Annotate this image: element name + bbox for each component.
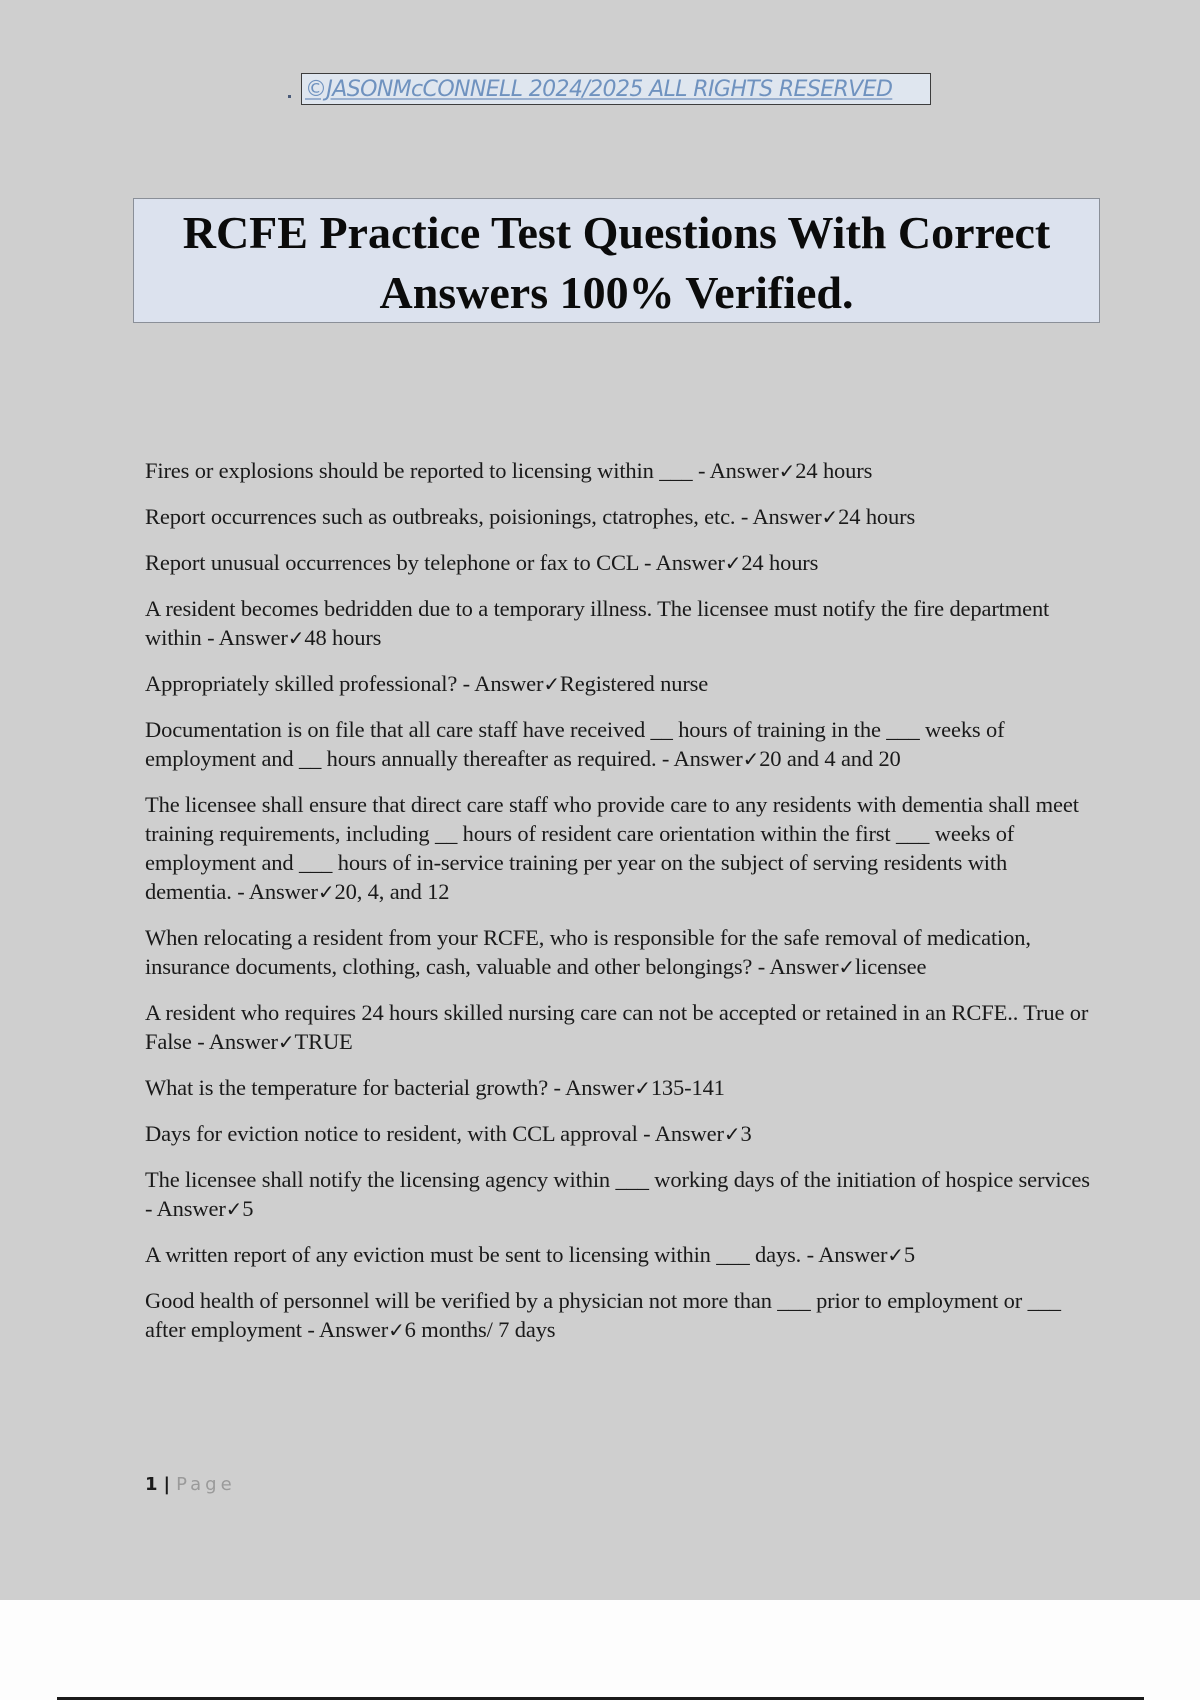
question-text: The licensee shall notify the licensing agency within ___ working days of the initiation of hospice services -: [145, 1167, 1090, 1221]
check-icon: ✓: [778, 459, 796, 483]
answer-text: 5: [903, 1242, 916, 1267]
answer-label: Answer: [818, 1242, 888, 1267]
question-text: What is the temperature for bacterial growth? -: [145, 1075, 566, 1100]
page-footer: [145, 1474, 236, 1495]
answer-text: 24 hours: [838, 504, 916, 529]
check-icon: ✓: [317, 880, 335, 904]
answer-text: 6 months/ 7 days: [404, 1317, 556, 1342]
check-icon: ✓: [543, 672, 560, 696]
answer-text: licensee: [855, 954, 927, 979]
answer-text: TRUE: [294, 1029, 353, 1054]
answer-label: Answer: [318, 1317, 389, 1342]
qa-list: [145, 456, 1095, 1361]
answer-label: Answer: [474, 671, 544, 696]
question-text: The licensee shall ensure that direct care staff who provide care to any residents with dementia shall meet training requirements, including __ hours of resident care orientation within the first ___ weeks of employment and ___ hours of in-service training per year on the subject of serving residents with dementia. -: [145, 792, 1079, 904]
qa-item: [145, 790, 1095, 907]
answer-text: 3: [740, 1121, 752, 1146]
answer-label: Answer: [769, 954, 839, 979]
copyright-header: [288, 73, 931, 105]
question-text: Report unusual occurrences by telephone or fax to CCL -: [145, 550, 656, 575]
qa-item: [145, 1286, 1095, 1345]
qa-item: [145, 1119, 1095, 1149]
qa-item: [145, 456, 1095, 486]
answer-label: Answer: [673, 746, 743, 771]
question-text: A resident who requires 24 hours skilled nursing care can not be accepted or retained in an RCFE.. True or False -: [145, 1000, 1089, 1054]
answer-label: Answer: [709, 458, 779, 483]
check-icon: ✓: [723, 1122, 741, 1146]
answer-label: Answer: [248, 879, 318, 904]
question-text: Report occurrences such as outbreaks, poisionings, ctatrophes, etc. -: [145, 504, 753, 529]
qa-item: [145, 1073, 1095, 1103]
qa-item: [145, 548, 1095, 578]
check-icon: ✓: [225, 1197, 243, 1221]
question-text: Fires or explosions should be reported to licensing within ___ -: [145, 458, 710, 483]
answer-text: Registered nurse: [559, 671, 709, 696]
qa-item: [145, 923, 1095, 982]
answer-text: 20 and 4 and 20: [759, 746, 901, 771]
answer-text: 135-141: [650, 1075, 725, 1100]
qa-item: [145, 998, 1095, 1057]
answer-label: Answer: [565, 1075, 635, 1100]
answer-label: Answer: [655, 550, 725, 575]
check-icon: ✓: [388, 1318, 405, 1342]
question-text: Appropriately skilled professional? -: [145, 671, 475, 696]
page-title-line-2: Answers 100% Verified.: [379, 267, 854, 318]
answer-text: 24 hours: [741, 550, 819, 575]
question-text: Days for eviction notice to resident, with CCL approval -: [145, 1121, 655, 1146]
check-icon: ✓: [287, 626, 305, 650]
page-separator: |: [163, 1474, 171, 1495]
answer-text: 5: [242, 1196, 254, 1221]
answer-text: 48 hours: [304, 625, 382, 650]
qa-item: [145, 502, 1095, 532]
answer-label: Answer: [654, 1121, 724, 1146]
question-text: A written report of any eviction must be sent to licensing within ___ days. -: [145, 1242, 819, 1267]
qa-item: [145, 1240, 1095, 1270]
check-icon: ✓: [634, 1076, 651, 1100]
qa-item: [145, 669, 1095, 699]
bullet-dot-icon: [288, 95, 291, 98]
answer-label: Answer: [156, 1196, 226, 1221]
copyright-text: ©JASONMcCONNELL 2024/2025 ALL RIGHTS RESERVED: [305, 76, 893, 102]
qa-item: [145, 594, 1095, 653]
qa-item: [145, 715, 1095, 774]
question-text: Documentation is on file that all care staff have received __ hours of training in the ___ weeks of employment and __ hours annually thereafter as required. -: [145, 717, 1005, 771]
check-icon: ✓: [821, 505, 839, 529]
check-icon: ✓: [724, 551, 742, 575]
answer-label: Answer: [218, 625, 288, 650]
answer-label: Answer: [752, 504, 822, 529]
check-icon: ✓: [887, 1243, 904, 1267]
qa-item: [145, 1165, 1095, 1224]
question-text: Good health of personnel will be verified by a physician not more than ___ prior to employment or ___ after employment -: [145, 1288, 1061, 1342]
answer-text: 20, 4, and 12: [334, 879, 450, 904]
copyright-box: [301, 73, 931, 105]
check-icon: ✓: [742, 747, 760, 771]
page-label: Page: [176, 1474, 236, 1495]
check-icon: ✓: [838, 955, 856, 979]
question-text: When relocating a resident from your RCFE, who is responsible for the safe removal of medication, insurance documents, clothing, cash, valuable and other belongings? -: [145, 925, 1031, 979]
title-box: [133, 198, 1100, 323]
answer-label: Answer: [208, 1029, 278, 1054]
page-title-line-1: RCFE Practice Test Questions With Correct: [182, 207, 1051, 258]
page-number: 1: [145, 1474, 158, 1495]
answer-text: 24 hours: [795, 458, 873, 483]
question-text: A resident becomes bedridden due to a temporary illness. The licensee must notify the fire department within -: [145, 596, 1050, 650]
check-icon: ✓: [277, 1030, 295, 1054]
